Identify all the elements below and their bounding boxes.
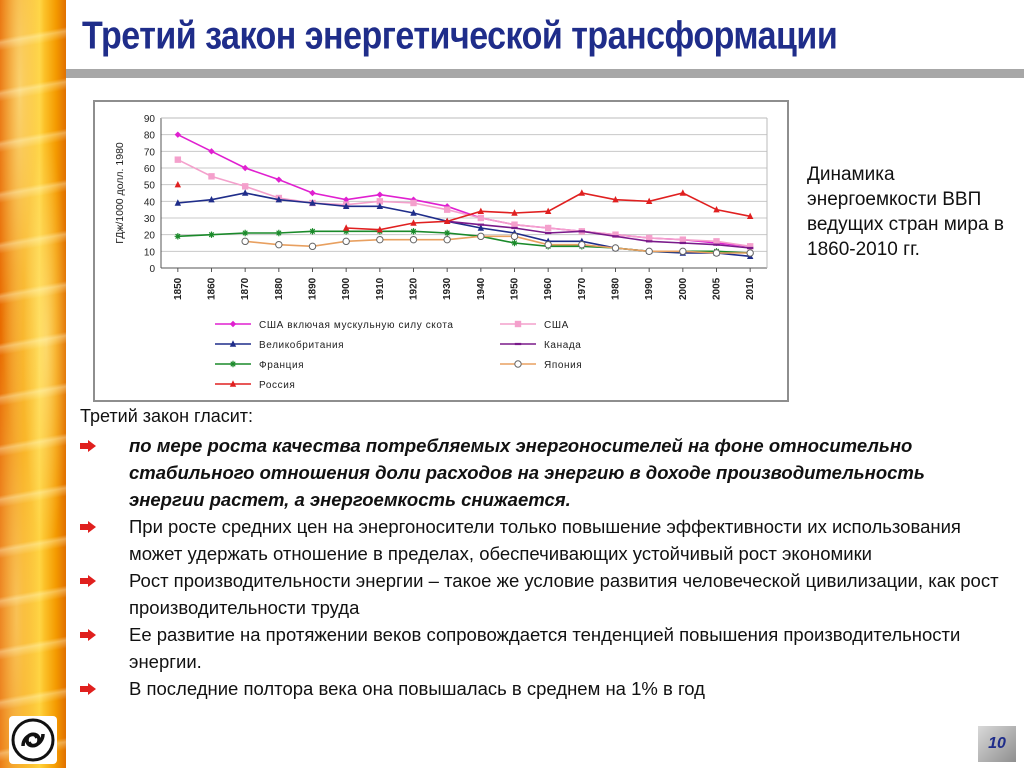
- series-1-point: [309, 190, 315, 196]
- series-3-line: [178, 193, 750, 256]
- y-tick-label: 40: [143, 197, 155, 209]
- series-5-point: [208, 231, 214, 237]
- red-arrow-icon: [80, 521, 96, 533]
- series-2-point: [444, 206, 450, 212]
- series-6-point: [478, 233, 484, 239]
- slide-title: Третий закон энергетической трансформации: [82, 14, 838, 58]
- x-tick-label: 1880: [273, 277, 285, 300]
- series-5-point: [175, 233, 181, 239]
- legend-label: Канада: [544, 340, 582, 351]
- bullet-text: по мере роста качества потребляемых энергоносителей на фоне относительно стабильного отношения доли расходов на энергию в доходе производительность энергии растет, а энергоемкость снижается.: [129, 435, 925, 510]
- series-5-point: [309, 228, 315, 234]
- bullet-item-2: [80, 513, 1000, 567]
- y-tick-label: 60: [143, 164, 155, 175]
- series-6-point: [309, 243, 315, 249]
- series-2-point: [478, 215, 484, 221]
- series-1-point: [242, 165, 248, 171]
- x-tick-label: 2005: [711, 277, 723, 300]
- red-arrow-icon: [80, 629, 96, 641]
- series-1-point: [208, 148, 214, 154]
- series-5-point: [444, 230, 450, 236]
- legend-label: Россия: [259, 380, 296, 391]
- series-1-point: [276, 176, 282, 182]
- series-6-point: [612, 245, 618, 251]
- intro-text: Третий закон гласит:: [80, 406, 254, 426]
- series-3-point: [242, 189, 248, 195]
- bullet-text: Рост производительности энергии – такое же условие развития человеческой цивилизации, как рост производительности труда: [129, 570, 999, 618]
- series-2-point: [242, 183, 248, 189]
- legend-label: Великобритания: [259, 340, 345, 351]
- series-5-point: [242, 230, 248, 236]
- x-tick-label: 2000: [677, 277, 689, 300]
- flame-highlights: [0, 0, 66, 768]
- series-2-point: [175, 156, 181, 162]
- legend-label: США включая мускульную силу скота: [259, 320, 454, 331]
- series-6-point: [410, 236, 416, 242]
- x-tick-label: 1990: [644, 277, 656, 300]
- x-tick-label: 1920: [408, 277, 420, 300]
- x-tick-label: 1890: [307, 277, 319, 300]
- x-tick-label: 1870: [240, 277, 252, 300]
- series-6-point: [545, 241, 551, 247]
- y-axis-label: ГДж/1000 долл. 1980: [114, 142, 126, 244]
- energy-intensity-chart: [93, 100, 789, 402]
- series-6-point: [343, 238, 349, 244]
- y-tick-label: 70: [143, 147, 155, 159]
- bullet-item-5: [80, 675, 1000, 702]
- x-tick-label: 2010: [745, 277, 757, 300]
- legend-marker: [230, 321, 236, 327]
- y-tick-label: 10: [143, 247, 155, 259]
- y-tick-label: 0: [149, 264, 155, 275]
- series-1-point: [175, 131, 181, 137]
- legend-label: США: [544, 320, 569, 331]
- series-6-point: [713, 250, 719, 256]
- series-7-point: [680, 189, 686, 195]
- legend-marker: [515, 361, 521, 367]
- bullet-list: [80, 432, 1000, 702]
- bullet-text: При росте средних цен на энергоносители только повышение эффективности их использования может удержать отношение в пределах, обеспечивающих устойчивый рост экономики: [129, 516, 961, 564]
- page-number: 10: [978, 726, 1016, 762]
- red-arrow-icon: [80, 440, 96, 452]
- bullet-text: Ее развитие на протяжении веков сопровождается тенденцией повышения производительности энергии.: [129, 624, 961, 672]
- series-6-point: [377, 236, 383, 242]
- y-tick-label: 80: [143, 130, 155, 142]
- x-tick-label: 1940: [475, 277, 487, 300]
- x-tick-label: 1900: [341, 277, 353, 300]
- series-1-point: [377, 191, 383, 197]
- y-tick-label: 90: [143, 114, 155, 125]
- x-tick-label: 1860: [206, 277, 218, 300]
- y-tick-label: 30: [143, 214, 155, 225]
- series-6-point: [242, 238, 248, 244]
- series-5-point: [276, 230, 282, 236]
- series-6-point: [276, 241, 282, 247]
- bullet-item-1: [80, 432, 1000, 513]
- x-tick-label: 1980: [610, 277, 622, 300]
- legend-marker: [230, 361, 236, 367]
- legend-label: Япония: [544, 360, 583, 371]
- title-divider: [66, 69, 1024, 78]
- x-tick-label: 1930: [442, 277, 454, 300]
- series-5-point: [511, 240, 517, 246]
- series-6-point: [646, 248, 652, 254]
- series-6-point: [747, 250, 753, 256]
- series-5-point: [410, 228, 416, 234]
- bullet-text: В последние полтора века она повышалась в среднем на 1% в год: [129, 678, 705, 699]
- series-2-point: [208, 173, 214, 179]
- y-tick-label: 50: [143, 180, 155, 192]
- red-arrow-icon: [80, 683, 96, 695]
- series-2-point: [410, 200, 416, 206]
- series-6-point: [511, 233, 517, 239]
- bullet-item-3: [80, 567, 1000, 621]
- x-tick-label: 1960: [543, 277, 555, 300]
- x-tick-label: 1910: [374, 277, 386, 300]
- x-tick-label: 1850: [172, 277, 184, 300]
- bullet-item-4: [80, 621, 1000, 675]
- series-7-point: [579, 189, 585, 195]
- x-tick-label: 1950: [509, 277, 521, 300]
- chart-caption: Динамика энергоемкости ВВП ведущих стран мира в 1860-2010 гг.: [807, 164, 1004, 260]
- series-2-point: [545, 225, 551, 231]
- ornament-logo-icon: [9, 716, 57, 764]
- series-6-point: [680, 248, 686, 254]
- y-tick-label: 20: [143, 230, 155, 242]
- series-6-point: [444, 236, 450, 242]
- series-6-point: [579, 241, 585, 247]
- x-tick-label: 1970: [576, 277, 588, 300]
- chart-canvas: [95, 102, 787, 400]
- legend-label: Франция: [259, 360, 305, 371]
- red-arrow-icon: [80, 575, 96, 587]
- legend-marker: [515, 321, 521, 327]
